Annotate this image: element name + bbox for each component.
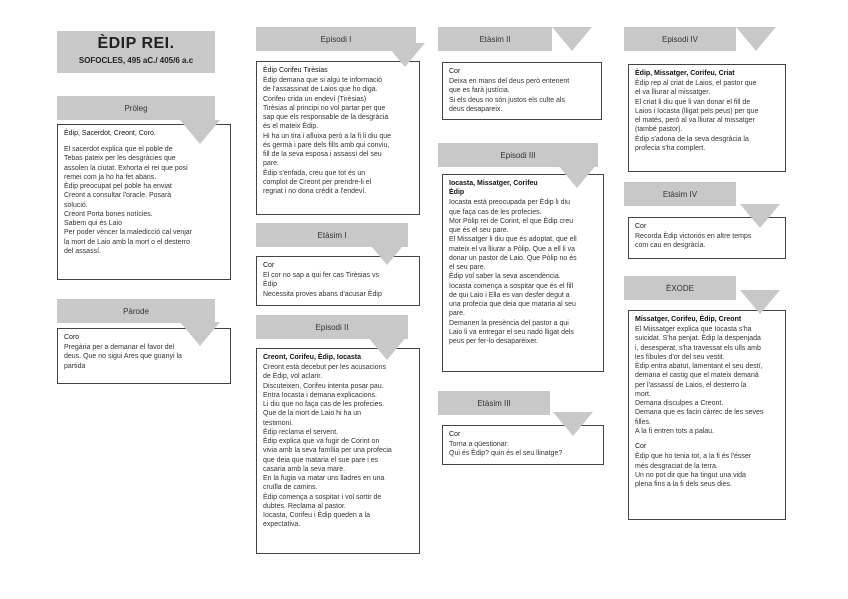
exode-characters: Missatger, Corifeu, Èdip, Creont: [635, 316, 742, 323]
estasim-4-text: Recorda Èdip victoriós en altre temps com cau en desgràcia.: [635, 233, 752, 250]
exode-chorus-text: Èdip que ho tenia tot, a la fi és l'ésser més desgraciat de la terra. Un no pot dir que ha tingut una vida plena fins a la fi dels seus dies.: [635, 453, 752, 488]
header-proleg-label: Pròleg: [124, 103, 148, 113]
header-estasim-2-label: Etàsim II: [479, 34, 511, 44]
header-exode-label: ÈXODE: [665, 283, 694, 293]
box-exode: [628, 310, 786, 520]
estasim-3-text: Torna a qüestionar: Qui és Èdip? quin és el seu llinatge?: [449, 441, 563, 458]
episodi-4-text: Èdip rep al criat de Laios, el pastor que el va lliurar al missatger. El criat li diu que li van donar el fill de Laios i Iocasta (lligat pels peus) per que el matés, però al va lliurar al missatger (també pastor). Èdip s'adona de la seva desgràcia la profecia s'ha complert.: [635, 80, 759, 152]
header-episodi-4: [624, 27, 736, 51]
header-episodi-1-label: Episodi I: [320, 34, 352, 44]
header-proleg: [57, 96, 215, 120]
page-title: ÈDIP REI.: [97, 35, 175, 52]
box-episodi-1: [256, 61, 420, 215]
page-subtitle: SOFOCLES, 495 aC./ 405/6 a.c: [78, 56, 194, 65]
arrow-episodi-2: [367, 336, 407, 360]
arrow-episodi-1: [385, 43, 425, 67]
estasim-2-text: Deixa en mans del deus però entenent que es farà justícia. Si els deus no són justos els culte als deus desapareix.: [449, 78, 570, 113]
estasim-1-characters: Cor: [263, 262, 275, 269]
header-parode: [57, 299, 215, 323]
estasim-1-text: El cor no sap a qui fer cas Tirèsias vs Èdip Necessita proves abans d'acusar Èdip: [263, 272, 382, 298]
estasim-4-characters: Cor: [635, 223, 647, 230]
header-estasim-4-label: Etàsim IV: [662, 189, 698, 199]
arrow-parode: [180, 322, 220, 346]
box-proleg: [57, 124, 231, 280]
header-exode: [624, 276, 736, 300]
arrow-proleg: [180, 120, 220, 144]
episodi-3-characters: Iocasta, Missatger, Corifeu Èdip: [449, 180, 538, 197]
episodi-2-text: Creont està decebut per les acusacions de Èdip, vol aclarir. Discuteixen, Corifeu intenta posar pau. Entra Iocasta i demana explicacions. Li diu que no faça cas de les profecies. Que de la mort de Laio hi ha un testimoni. Èdip reclama el servent. Èdip explica que va fugir de Corint on vivia amb la seva família per una profecia que deia que mataria el sue pare i es casaria amb la seva mare. En la fugia va matar uns lladres en una cruïlla de camins. Èdip comença a sospitar i vol sortir de dubtes. Reclama al pastor. Iocasta, Corifeu i Èdip queden a la expectativa.: [263, 364, 392, 529]
exode-chorus-label: Cor: [635, 443, 647, 451]
title-box: [57, 31, 215, 73]
arrow-estasim-4: [740, 204, 780, 228]
proleg-characters: Èdip, Sacerdot, Creont, Coro.: [64, 130, 156, 137]
box-estasim-2: [442, 62, 602, 120]
arrow-episodi-4: [736, 27, 776, 51]
arrow-estasim-2: [552, 27, 592, 51]
arrow-estasim-3: [553, 412, 593, 436]
box-episodi-4: [628, 64, 786, 172]
episodi-4-characters: Èdip, Missatger, Corifeu, Criat: [635, 70, 735, 77]
parode-text: Pregària per a demanar el favor del deus. Que no sigui Ares que guanyi la partida: [64, 344, 182, 370]
header-estasim-2: [438, 27, 552, 51]
box-episodi-3: [442, 174, 604, 372]
estasim-3-characters: Cor: [449, 431, 461, 438]
header-estasim-3-label: Etàsim III: [477, 398, 511, 408]
arrow-estasim-1: [367, 241, 407, 265]
header-estasim-3: [438, 391, 550, 415]
arrow-episodi-3: [557, 164, 597, 188]
header-episodi-3-label: Episodi III: [500, 150, 536, 160]
episodi-3-text: Iocasta està preocupada per Èdip li diu que faça cas de les profecies. Mor Pòlip rei de Corint, el que Èdip creu que és el seu pare. El Missatger li diu que és adoptat, que ell mateix el va lliurar a Pòlip. Que a ell li va donar un pastor de Laio. Que Pòlip no és el seu pare. Èdip vol saber la seva ascendència. Iocasta comença a sospitar que és el fill de qui Laio i Ella es van desfer degut a una profecia que deia que mataria al seu pare. Demanen la presència del pastor a qui Laio li va entregar el seu nadó lligat dels peus per fer-lo desaparèixer.: [449, 199, 577, 345]
episodi-1-text: Èdip demana que si algú te informació de l'assassinat de Laios que ho diga. Corifeu crida un endeví (Tirèsias) Tirèsias al principi no vol partar per que sap que els responsable de la desgràcia és el mateix Èdip. Hi ha un tira i afluixa però a la fi li diu que és germà i pare dels fills amb qui conviu, fill de la seva esposa i assassí del seu pare. Èdip s'enfada, creu que tot és un complot de Creont per prendre-li el regnat i no dona crèdit a l'endeví.: [263, 77, 392, 196]
episodi-2-characters: Creont, Corifeu, Èdip, Iocasta: [263, 354, 362, 361]
header-estasim-1-label: Etàsim I: [317, 230, 347, 240]
header-episodi-2-label: Episodi II: [315, 322, 349, 332]
header-estasim-4: [624, 182, 736, 206]
estasim-2-characters: Cor: [449, 68, 461, 75]
header-parode-label: Pàrode: [123, 306, 149, 316]
proleg-text: El sacerdot explica que el poble de Tebas pateix per les desgràcies que assolen la ciutat. Exhorta el rei que posi remei com ja ho ha fet abans. Èdip preocupat pel poble ha enviat Creont a consultar l'oracle. Posarà solució. Creont Porta bones notícies. Sabem qui és Laio Per poder vèncer la maledicció cal venjar la mort de Laio amb la mort o el desterro del assassí.: [64, 146, 193, 255]
header-episodi-4-label: Episodi IV: [661, 34, 699, 44]
parode-characters: Coro: [64, 334, 80, 341]
arrow-exode: [740, 290, 780, 314]
episodi-1-characters: Èdip Corifeu Tirèsias: [263, 67, 328, 74]
box-episodi-2: [256, 348, 420, 554]
exode-text: El Miissatger explica que Iocasta s'ha suicidat. S'ha penjat. Èdip la despenjada i, desesperat, s'ha travessat els ulls amb les fíbules d'or del seu vestit. Èdip entra abatut, lamentant el seu destí, demana el castig que el mateix demanà per l'assassí de Laios, el desterro la mort. Demana disculpes a Creont. Demana que es facin càrrec de les seves filles. A la fi entren tots a palau.: [635, 326, 764, 435]
